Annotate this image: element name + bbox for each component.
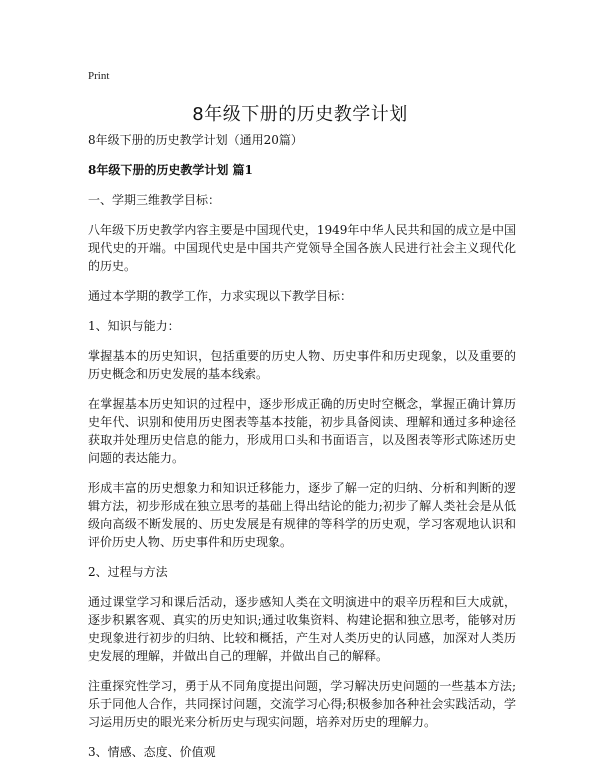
paragraph-objectives-lead: 通过本学期的教学工作，力求实现以下教学目标： bbox=[88, 289, 353, 303]
document-subtitle: 8年级下册的历史教学计划（通用20篇） bbox=[88, 133, 303, 147]
paragraph-knowledge-2: 在掌握基本历史知识的过程中，逐步形成正确的历史时空概念，掌握正确计算历史年代、识别和使用历史图表等基本技能，初步具备阅读、理解和通过多种途径获取并处理历史信息的能力，形成用口头和书面语言，以及图表等形式陈述历史问题的表达能力。 bbox=[88, 397, 516, 465]
document-body bbox=[88, 131, 516, 773]
paragraph-intro: 八年级下历史教学内容主要是中国现代史，1949年中华人民共和国的成立是中国现代史的开端。中国现代史是中国共产党领导全国各族人民进行社会主义现代化的历史。 bbox=[88, 223, 516, 273]
paragraph-knowledge-1: 掌握基本的历史知识，包括重要的历史人物、历史事件和历史现象，以及重要的历史概念和历史发展的基本线索。 bbox=[88, 349, 516, 381]
document-title: 8年级下册的历史教学计划 bbox=[192, 104, 408, 125]
print-label[interactable]: Print bbox=[88, 70, 110, 82]
paragraph-process-heading: 2、过程与方法 bbox=[88, 565, 168, 579]
paragraph-values-heading: 3、情感、态度、价值观 bbox=[88, 745, 216, 759]
section-heading: 8年级下册的历史教学计划 篇1 bbox=[88, 163, 253, 177]
paragraph-process-1: 通过课堂学习和课后活动，逐步感知人类在文明演进中的艰辛历程和巨大成就，逐步积累客观、真实的历史知识;通过收集资料、构建论据和独立思考，能够对历史现象进行初步的归纳、比较和概括，产生对人类历史的认同感，加深对人类历史发展的理解，并做出自己的理解，并做出自己的解释。 bbox=[88, 595, 516, 663]
paragraph-goals-heading: 一、学期三维教学目标： bbox=[88, 193, 221, 207]
paragraph-process-2: 注重探究性学习，勇于从不同角度提出问题，学习解决历史问题的一些基本方法;乐于同他人合作，共同探讨问题，交流学习心得;积极参加各种社会实践活动，学习运用历史的眼光来分析历史与现实问题，培养对历史的理解力。 bbox=[88, 679, 516, 729]
paragraph-knowledge-3: 形成丰富的历史想象力和知识迁移能力，逐步了解一定的归纳、分析和判断的逻辑方法，初步形成在独立思考的基础上得出结论的能力;初步了解人类社会是从低级向高级不断发展的、历史发展是有规律的等科学的历史观，学习客观地认识和评价历史人物、历史事件和历史现象。 bbox=[88, 481, 516, 549]
paragraph-knowledge-heading: 1、知识与能力： bbox=[88, 319, 180, 333]
